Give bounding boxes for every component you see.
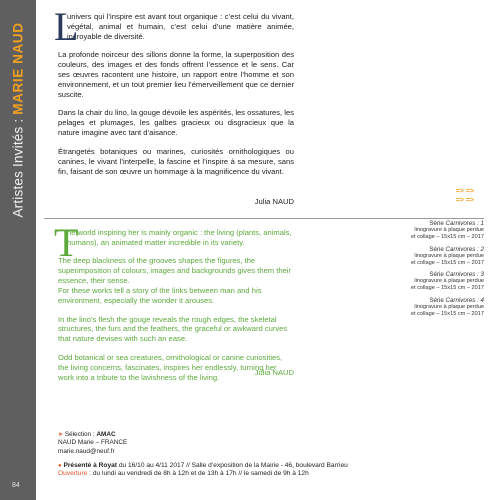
english-paragraph-1 <box>54 220 294 265</box>
french-dropcap: L <box>54 4 79 49</box>
presentation-label: Présenté à Royat <box>63 462 117 469</box>
french-paragraph-4: Étrangetés botaniques ou marines, curiosités ornithologiques ou canines, le vivant l’interpelle, la fascine et l’inspire à sa mesure, sans fin, faisant de son œuvre un hommage à la magnificence du vivant. <box>58 146 294 176</box>
artwork-details: et collage – 15x15 cm – 2017 <box>410 259 484 266</box>
artwork-caption <box>374 297 484 323</box>
artwork-caption <box>374 246 484 272</box>
arrow-bullet-icon: ➤ <box>58 432 64 438</box>
artwork-caption <box>374 271 484 297</box>
artwork-series-label: Série <box>429 220 446 227</box>
artwork-title: Carnivores : 3 <box>445 271 484 279</box>
french-paragraph-2: La profonde noirceur des sillons donne la forme, la superposition des couleurs, des images et des fonds offrent l’essence et le sens. Car ses œuvres racontent une histoire, un rapport entre l’homme et son environnement, et un tout premier lieu l’émerveillement que ce dernier suscite. <box>58 50 294 99</box>
artwork-series-label: Série <box>429 271 446 279</box>
arrow-line-1: => => <box>455 188 474 195</box>
english-paragraph-2: The deep blackness of the grooves shapes the figures, the superimposition of colours, images and backgrounds gives them their essence, their sense. For these works tell a story of the links between man and his environment, especially the wonder it arouses. <box>58 256 291 306</box>
section-divider <box>44 218 484 219</box>
artwork-list <box>374 220 484 323</box>
sidebar-title <box>0 0 36 218</box>
presentation-block <box>58 462 488 479</box>
sidebar-title-text <box>11 22 26 217</box>
french-signature: Julia NAUD <box>254 197 294 206</box>
french-paragraph-1 <box>54 4 294 49</box>
english-text <box>54 220 294 391</box>
selection-block <box>58 431 127 456</box>
presentation-line <box>58 462 488 470</box>
english-dropcap: T <box>54 220 79 265</box>
english-signature: Julia NAUD <box>254 368 294 377</box>
artist-country: NAUD Marie – FRANCE <box>58 439 128 447</box>
selection-line <box>58 431 127 439</box>
english-paragraph-1-text: he world inspiring her is mainly organic : the living (plants, animals, humans), an animated matter incredible in its variety. <box>67 228 292 247</box>
sidebar <box>0 0 36 500</box>
artwork-caption <box>374 220 484 246</box>
artwork-title: Carnivores : 4 <box>445 297 484 305</box>
sidebar-label: Artistes Invités : <box>10 114 26 218</box>
artwork-title: Carnivores : 2 <box>445 245 484 253</box>
opening-line <box>58 470 488 478</box>
selection-value: AMAC <box>96 431 116 438</box>
arrows-marker <box>410 187 474 205</box>
english-paragraph-4: Odd botanical or sea creatures, ornithological or canine curiosities, the living concerns, fascinates, inspires her endlessly, turning her work into a tribute to the lavishness of the living. <box>58 352 283 382</box>
artist-name: MARIE NAUD <box>10 22 26 115</box>
english-paragraph-3: In the lino’s flesh the gouge reveals the rough edges, the skeletal structures, the furs and the feathers, the graceful or awkward curves that nature devises with such an ease. <box>58 314 288 344</box>
artwork-details: et collage – 15x15 cm – 2017 <box>410 234 484 240</box>
selection-label: Sélection : <box>64 431 97 438</box>
french-paragraph-3: Dans la chair du lino, la gouge dévoile les aspérités, les ossatures, les pelages et plumages, les galbes gracieux ou disgracieux que la nature imagine avec tant d’aisance. <box>58 108 294 138</box>
page-number: 84 <box>12 482 20 489</box>
artwork-series-label: Série <box>429 297 446 305</box>
artwork-details: et collage – 15x15 cm – 2017 <box>410 311 484 318</box>
artist-email[interactable]: marie.naud@neuf.fr <box>58 447 115 455</box>
artwork-technique: linogravure à plaque perdue <box>414 304 484 311</box>
opening-hours: : du lundi au vendredi de 8h à 12h et de 13h à 17h // le samedi de 9h à 12h <box>87 470 309 478</box>
dot-bullet-icon: ● <box>58 463 62 469</box>
artwork-title: Carnivores : 1 <box>445 220 484 227</box>
presentation-dates: du 16/10 au 4/11 2017 // Salle d’exposition de la Mairie - 46, boulevard Barrieu <box>116 462 348 469</box>
artwork-technique: linogravure à plaque perdue <box>414 252 484 259</box>
french-paragraph-1-text: univers qui l’inspire est avant tout organique : c’est celui du vivant, végétal, animal et humain, c’est celui d’une matière animée, incroyable de diversité. <box>67 12 294 41</box>
arrow-line-2: => => <box>455 197 474 204</box>
french-text <box>54 4 294 185</box>
artwork-technique: linogravure à plaque perdue <box>414 278 484 285</box>
artwork-details: et collage – 15x15 cm – 2017 <box>410 285 484 292</box>
artwork-technique: linogravure à plaque perdue <box>414 227 484 233</box>
opening-label: Ouverture <box>58 470 88 478</box>
artwork-series-label: Série <box>429 245 446 253</box>
